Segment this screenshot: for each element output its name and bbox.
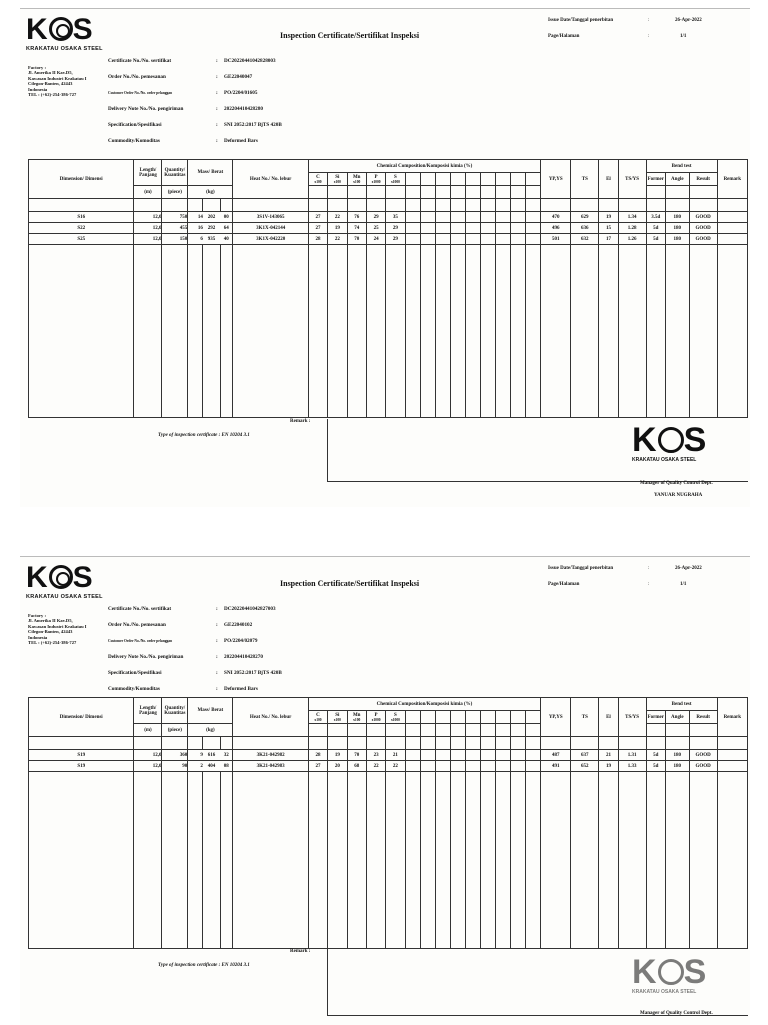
cell-former: 5d — [646, 223, 665, 234]
customer-order-no: PO/2204/01605 — [224, 90, 258, 96]
mn-header: Mn x100 — [347, 173, 366, 186]
issue-date: 26-Apr-2022 — [675, 566, 702, 571]
page-label: Page/Halaman — [548, 34, 580, 39]
cell-ts: 637 — [571, 750, 599, 761]
cell-mn: 68 — [347, 761, 366, 772]
cell-mass_a: 2 — [188, 761, 203, 772]
certificate-type: Type of inspection certificate : EN 10204 3.1 — [158, 963, 250, 968]
cell-mass_b: 202 — [203, 212, 220, 223]
cell-c: 28 — [308, 234, 327, 245]
cell-s: 29 — [386, 223, 405, 234]
chemical-composition-header: Chemical Composition/Komposisi kimia (%) — [308, 160, 540, 173]
cell-mass_c: 40 — [220, 234, 233, 245]
cell-result: GOOD — [689, 761, 717, 772]
inspection-table — [28, 159, 748, 418]
customer-order-label: Customer Order No./No. order pelanggan — [108, 91, 173, 95]
cell-yp: 470 — [541, 212, 571, 223]
logo-o-icon — [49, 565, 73, 589]
table-row — [29, 761, 748, 772]
certificate-no-label: Certificate No./No. sertifikat — [108, 58, 172, 64]
cell-dim: S16 — [29, 212, 134, 223]
stamp-company-name: KRAKATAU OSAKA STEEL — [632, 457, 697, 463]
cell-former: 5d — [646, 750, 665, 761]
cell-former: 5d — [646, 761, 665, 772]
company-logo — [26, 563, 116, 600]
page-number: 1/1 — [680, 582, 687, 587]
cell-yp: 491 — [541, 761, 571, 772]
cell-si: 19 — [328, 750, 347, 761]
order-no-label: Order No./No. pemesanan — [108, 622, 166, 628]
cell-si: 22 — [328, 234, 347, 245]
specification-label: Specification/Spesifikasi — [108, 122, 162, 128]
si-header: Si x100 — [328, 173, 347, 186]
delivery-note-no: 202204410428270 — [224, 654, 263, 660]
quantity-header: Quantity/ Kuantitas — [162, 698, 188, 724]
company-stamp — [632, 955, 707, 995]
chemical-composition-header: Chemical Composition/Komposisi kimia (%) — [308, 698, 540, 711]
mass-header: Mass/ Berat — [188, 160, 233, 186]
certificate-no: DC20220441042827003 — [224, 606, 276, 612]
cell-len: 12,0 — [134, 223, 162, 234]
cell-len: 12,0 — [134, 212, 162, 223]
cell-mass_c: 32 — [220, 750, 233, 761]
cell-ts: 636 — [571, 223, 599, 234]
commodity-label: Commodity/Komoditas — [108, 138, 160, 144]
tsys-header: TS/YS — [618, 698, 646, 737]
cell-len: 12,0 — [134, 761, 162, 772]
mass-header: Mass/ Berat — [188, 698, 233, 724]
document-title: Inspection Certificate/Sertifikat Inspeksi — [280, 31, 420, 40]
result-header: Result — [689, 711, 717, 724]
manager-title: Manager of Quality Control Dept. — [640, 1011, 713, 1016]
stamp-company-name: KRAKATAU OSAKA STEEL — [632, 989, 697, 995]
company-name: KRAKATAU OSAKA STEEL — [26, 46, 103, 52]
dimension-header: Dimension/ Dimensi — [29, 160, 134, 199]
result-header: Result — [689, 173, 717, 186]
cell-angle: 180 — [665, 234, 689, 245]
heat-no-header: Heat No./ No. lebur — [233, 160, 308, 199]
delivery-note-label: Delivery Note No./No. pengiriman — [108, 106, 184, 112]
customer-order-label: Customer Order No./No. order pelanggan — [108, 639, 173, 643]
certificate-no-label: Certificate No./No. sertifikat — [108, 606, 172, 612]
stamp-logo-mark: K S — [632, 421, 708, 459]
logo-o-icon — [49, 17, 73, 41]
certificate-type: Type of inspection certificate : EN 10204 3.1 — [158, 433, 250, 438]
cell-mn: 76 — [347, 212, 366, 223]
cell-mass_c: 64 — [220, 223, 233, 234]
cell-heat: 3K1X-042144 — [233, 223, 308, 234]
certificate-no: DC20220441042828003 — [224, 58, 276, 64]
cell-c: 27 — [308, 761, 327, 772]
document-title: Inspection Certificate/Sertifikat Inspeksi — [280, 579, 420, 588]
p-header: P x1000 — [366, 173, 385, 186]
table-row — [29, 212, 748, 223]
units-row: (m) (piece) (kg) — [29, 186, 748, 199]
table-row — [29, 234, 748, 245]
cell-c: 27 — [308, 212, 327, 223]
c-header: C x100 — [308, 173, 327, 186]
cell-p: 25 — [366, 223, 385, 234]
cell-si: 20 — [328, 761, 347, 772]
cell-p: 22 — [366, 761, 385, 772]
cell-len: 12,0 — [134, 234, 162, 245]
remark-header: Remark — [717, 160, 747, 199]
tsys-header: TS/YS — [618, 160, 646, 199]
cell-mass_c: 00 — [220, 212, 233, 223]
commodity: Deformed Bars — [224, 686, 258, 692]
cell-result: GOOD — [689, 223, 717, 234]
table-row — [29, 223, 748, 234]
kos-logo-mark: K S — [26, 561, 94, 594]
manager-name: YANUAR NUGRAHA — [654, 493, 703, 498]
cell-el: 17 — [599, 234, 618, 245]
cell-angle: 180 — [665, 750, 689, 761]
specification-label: Specification/Spesifikasi — [108, 670, 162, 676]
cell-mass_a: 16 — [188, 223, 203, 234]
cell-angle: 180 — [665, 761, 689, 772]
cell-si: 22 — [328, 212, 347, 223]
cell-tsys: 1.34 — [618, 212, 646, 223]
cell-mass_b: 616 — [203, 750, 220, 761]
cell-angle: 180 — [665, 223, 689, 234]
cell-dim: S19 — [29, 761, 134, 772]
inspection-table — [28, 697, 748, 949]
order-no: GE22040102 — [224, 622, 253, 628]
cell-s: 21 — [386, 750, 405, 761]
cell-yp: 487 — [541, 750, 571, 761]
cell-dim: S25 — [29, 234, 134, 245]
cell-mn: 70 — [347, 234, 366, 245]
stamp-logo-mark: K S — [632, 953, 708, 991]
cell-mass_b: 404 — [203, 761, 220, 772]
manager-title: Manager of Quality Control Dept. — [640, 481, 713, 486]
cell-ts: 632 — [571, 234, 599, 245]
cell-yp: 496 — [541, 223, 571, 234]
cell-p: 23 — [366, 750, 385, 761]
cell-result: GOOD — [689, 234, 717, 245]
cell-dim: S19 — [29, 750, 134, 761]
ts-header: TS — [571, 160, 599, 199]
former-header: Former — [646, 711, 665, 724]
cell-mass_a: 6 — [188, 234, 203, 245]
si-header: Si x100 — [328, 711, 347, 724]
cell-yp: 501 — [541, 234, 571, 245]
cell-tsys: 1.33 — [618, 761, 646, 772]
cell-c: 27 — [308, 223, 327, 234]
s-header: S x1000 — [386, 711, 405, 724]
cell-mn: 74 — [347, 223, 366, 234]
ypys-header: YP,YS — [541, 698, 571, 737]
remark-label: Remark : — [290, 419, 311, 424]
length-header: Length/ Panjang — [134, 160, 162, 186]
cell-mass_b: 935 — [203, 234, 220, 245]
cell-tsys: 1.28 — [618, 223, 646, 234]
ts-header: TS — [571, 698, 599, 737]
mn-header: Mn x100 — [347, 711, 366, 724]
commodity-label: Commodity/Komoditas — [108, 686, 160, 692]
cell-result: GOOD — [689, 750, 717, 761]
cell-el: 15 — [599, 223, 618, 234]
cell-mass_a: 14 — [188, 212, 203, 223]
angle-header: Angle — [665, 173, 689, 186]
c-header: C x100 — [308, 711, 327, 724]
cell-s: 35 — [386, 212, 405, 223]
cell-qty: 150 — [162, 234, 188, 245]
cell-el: 19 — [599, 212, 618, 223]
remark-header: Remark — [717, 698, 747, 737]
cell-qty: 360 — [162, 750, 188, 761]
cell-qty: 750 — [162, 212, 188, 223]
cell-tsys: 1.31 — [618, 750, 646, 761]
dimension-header: Dimension/ Dimensi — [29, 698, 134, 737]
p-header: P x1000 — [366, 711, 385, 724]
issue-date: 26-Apr-2022 — [675, 18, 702, 23]
certificate-page-2: K S KRAKATAU OSAKA STEEL Factory : Jl. Amerika II Kav.D5, Kawasan Industri Krakatau I Cilegon-Banten, 42443 Indonesia TEL : (+62)-254-386-727 Inspection Certificate/Sertifikat Inspeksi Issue Date/Tanggal penerbitan : 26-Apr-2022 Page/Halaman : 1/1 Certificate No./No. sertifikat : DC20220441042827003 Order No./No. pemesanan : GE22040102 Customer Order No./No. order pelanggan : PO/2204/02079 Delivery Note No./No. pengiriman : 202204410428270 Specification/Spesifikasi : SNI 2052:2017 BjTS 420B Commodity/Komoditas : Deformed Bars Dimension/ Dimensi Length/ Panjang Quantity/ Kuantitas Mass/ Berat Heat No./ No. lebur Chemical Composition/Komposisi kimia (%) YP,YS TS El TS/YS Bend test Remark C x100 Si x100 Mn x100 P x1000 S x1000 Former Angle Result (m) (piece) (kg) S19 12,0 360 9 616 32 3K21-042982 28 19 70 23 21 487 637 21 1.31 5d 180 GOOD S19 12,0 90 2 404 08 3K21-042983 27 20 68 22 22 491 652 19 1.33 5d 180 GOOD Remark : Type of inspection certificate : EN 10204 3.1 K S KRAKATAU OSAKA STEEL Manager of Quality Control Dept. — [20, 556, 750, 1025]
cell-dim: S22 — [29, 223, 134, 234]
issue-date-label: Issue Date/Tanggal penerbitan — [548, 18, 614, 23]
certificate-fields: Certificate No./No. sertifikat : DC20220441042827003 Order No./No. pemesanan : GE22040102 Customer Order No./No. order pelanggan : PO/2204/02079 Delivery Note No./No. pengiriman : 202204410428270 Specification/Spesifikasi : SNI 2052:2017 BjTS 420B Commodity/Komoditas : Deformed Bars — [108, 601, 408, 697]
cell-angle: 180 — [665, 212, 689, 223]
cell-former: 3.5d — [646, 212, 665, 223]
stamp-o-icon — [658, 959, 684, 985]
stamp-o-icon — [658, 427, 684, 453]
cell-len: 12,0 — [134, 750, 162, 761]
cell-mass_c: 08 — [220, 761, 233, 772]
cell-si: 19 — [328, 223, 347, 234]
s-header: S x1000 — [386, 173, 405, 186]
delivery-note-label: Delivery Note No./No. pengiriman — [108, 654, 184, 660]
cell-el: 21 — [599, 750, 618, 761]
cell-mass_b: 292 — [203, 223, 220, 234]
heat-no-header: Heat No./ No. lebur — [233, 698, 308, 737]
order-no: GE22040047 — [224, 74, 253, 80]
table-row — [29, 750, 748, 761]
cell-heat: 3K21-042982 — [233, 750, 308, 761]
angle-header: Angle — [665, 711, 689, 724]
cell-c: 28 — [308, 750, 327, 761]
cell-qty: 455 — [162, 223, 188, 234]
company-logo — [26, 15, 116, 52]
bend-test-header: Bend test — [646, 160, 717, 173]
company-stamp — [632, 423, 707, 463]
units-row: (m) (piece) (kg) — [29, 724, 748, 737]
cell-heat: 3K21-042983 — [233, 761, 308, 772]
certificate-fields: Certificate No./No. sertifikat : DC20220441042828003 Order No./No. pemesanan : GE22040047 Customer Order No./No. order pelanggan : PO/2204/01605 Delivery Note No./No. pengiriman : 202204410428280 Specification/Spesifikasi : SNI 2052:2017 BjTS 420B Commodity/Komoditas : Deformed Bars — [108, 53, 408, 149]
cell-tsys: 1.26 — [618, 234, 646, 245]
el-header: El — [599, 160, 618, 199]
page-label: Page/Halaman — [548, 582, 580, 587]
kos-logo-mark: K S — [26, 13, 94, 46]
cell-s: 22 — [386, 761, 405, 772]
length-header: Length/ Panjang — [134, 698, 162, 724]
customer-order-no: PO/2204/02079 — [224, 638, 258, 644]
factory-address: Factory : Jl. Amerika II Kav.D5, Kawasan Industri Krakatau I Cilegon-Banten, 42443 Indonesia TEL : (+62)-254-386-727 — [28, 613, 87, 646]
page-number: 1/1 — [680, 34, 687, 39]
cell-p: 29 — [366, 212, 385, 223]
delivery-note-no: 202204410428280 — [224, 106, 263, 112]
company-name: KRAKATAU OSAKA STEEL — [26, 594, 103, 600]
cell-result: GOOD — [689, 212, 717, 223]
ypys-header: YP,YS — [541, 160, 571, 199]
certificate-page-1: K S KRAKATAU OSAKA STEEL Factory : Jl. Amerika II Kav.D5, Kawasan Industri Krakatau I Cilegon-Banten, 42443 Indonesia TEL : (+62)-254-386-727 Inspection Certificate/Sertifikat Inspeksi Issue Date/Tanggal penerbitan : 26-Apr-2022 Page/Halaman : 1/1 Certificate No./No. sertifikat : DC20220441042828003 Order No./No. pemesanan : GE22040047 Customer Order No./No. order pelanggan : PO/2204/01605 Delivery Note No./No. pengiriman : 202204410428280 Specification/Spesifikasi : SNI 2052:2017 BjTS 420B Commodity/Komoditas : Deformed Bars Dimension/ Dimensi Length/ Panjang Quantity/ Kuantitas Mass/ Berat Heat No./ No. lebur Chemical Composition/Komposisi kimia (%) YP,YS TS El TS/YS Bend test Remark C x100 Si x100 Mn x100 P x1000 S x1000 Former Angle Result (m) (piece) (kg) S16 12,0 750 14 202 00 3S1V-143065 27 22 76 29 35 470 629 19 1.34 3.5d 180 GOOD S22 12,0 455 16 292 64 3K1X-042144 27 19 74 25 29 496 636 15 1.28 5d 180 GOOD S25 12,0 150 6 935 40 3K1X-042220 28 22 70 24 29 501 632 17 1.26 5d 180 GOOD Remark : Type of inspection certificate : EN 10204 3.1 K S KRAKATAU OSAKA STEEL Manager of Quality Control Dept. YANUAR NUGRAHA — [20, 8, 750, 507]
quantity-header: Quantity/ Kuantitas — [162, 160, 188, 186]
order-no-label: Order No./No. pemesanan — [108, 74, 166, 80]
cell-ts: 629 — [571, 212, 599, 223]
cell-former: 5d — [646, 234, 665, 245]
cell-p: 24 — [366, 234, 385, 245]
bend-test-header: Bend test — [646, 698, 717, 711]
cell-heat: 3S1V-143065 — [233, 212, 308, 223]
specification: SNI 2052:2017 BjTS 420B — [224, 670, 282, 676]
cell-s: 29 — [386, 234, 405, 245]
cell-heat: 3K1X-042220 — [233, 234, 308, 245]
cell-mn: 70 — [347, 750, 366, 761]
specification: SNI 2052:2017 BjTS 420B — [224, 122, 282, 128]
factory-address: Factory : Jl. Amerika II Kav.D5, Kawasan Industri Krakatau I Cilegon-Banten, 42443 Indonesia TEL : (+62)-254-386-727 — [28, 65, 87, 98]
issue-date-label: Issue Date/Tanggal penerbitan — [548, 566, 614, 571]
cell-qty: 90 — [162, 761, 188, 772]
el-header: El — [599, 698, 618, 737]
commodity: Deformed Bars — [224, 138, 258, 144]
cell-el: 19 — [599, 761, 618, 772]
remark-label: Remark : — [290, 949, 311, 954]
cell-mass_a: 9 — [188, 750, 203, 761]
former-header: Former — [646, 173, 665, 186]
cell-ts: 652 — [571, 761, 599, 772]
